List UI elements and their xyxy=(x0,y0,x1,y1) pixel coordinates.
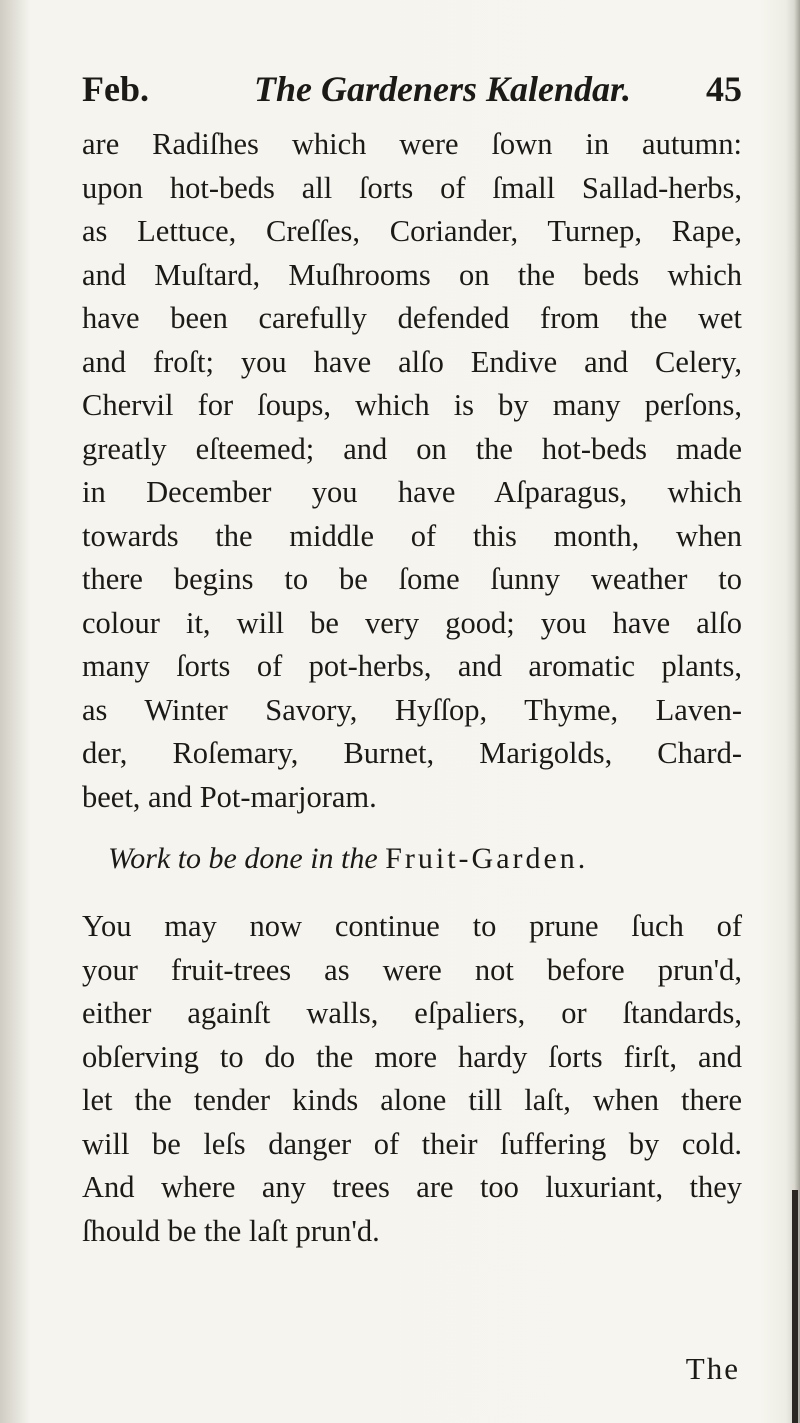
running-header xyxy=(82,68,742,118)
text-line: der, Roſemary, Burnet, Marigolds, Chard- xyxy=(82,736,742,770)
section-heading xyxy=(108,837,742,881)
paragraph-pruning xyxy=(82,905,742,1253)
text-line: towards the middle of this month, when xyxy=(82,518,742,553)
text-line: and Muſtard, Muſhrooms on the beds which xyxy=(82,257,742,292)
text-line: either againſt walls, eſpaliers, or ſtandards, xyxy=(82,996,742,1030)
text-line: will be leſs danger of their ſuffering by cold. xyxy=(82,1126,742,1161)
text-line: your fruit-trees as were not before prun'd, xyxy=(82,952,742,987)
text-line: are Radiſhes which were ſown in autumn: xyxy=(82,127,742,161)
text-line: as Winter Savory, Hyſſop, Thyme, Laven- xyxy=(82,692,742,727)
catchword: The xyxy=(685,1351,740,1386)
text-line: let the tender kinds alone till laſt, when there xyxy=(82,1083,742,1117)
text-line: obſerving to do the more hardy ſorts firſt, and xyxy=(82,1039,742,1074)
text-line: and froſt; you have alſo Endive and Celery, xyxy=(82,344,742,379)
text-line: You may now continue to prune ſuch of xyxy=(82,909,742,943)
text-line: Chervil for ſoups, which is by many perſons, xyxy=(82,388,742,422)
text-line: as Lettuce, Creſſes, Coriander, Turnep, Rape, xyxy=(82,214,742,248)
text-line: beet, and Pot-marjoram. xyxy=(82,779,377,814)
section-heading-italic: Work to be done in the xyxy=(108,842,378,875)
paragraph-vegetables xyxy=(82,123,742,819)
section-heading-caps: Fruit-Garden. xyxy=(385,842,589,875)
header-title: The Gardeners Kalendar. xyxy=(254,69,632,109)
text-line: ſhould be the laſt prun'd. xyxy=(82,1213,380,1248)
text-line: many ſorts of pot-herbs, and aromatic plants, xyxy=(82,649,742,683)
text-line: colour it, will be very good; you have alſo xyxy=(82,605,742,640)
text-line: have been carefully defended from the wet xyxy=(82,301,742,335)
text-line: upon hot-beds all ſorts of ſmall Sallad-herbs, xyxy=(82,170,742,205)
binding-edge xyxy=(792,1190,798,1423)
header-month: Feb. xyxy=(82,69,149,109)
text-line: in December you have Aſparagus, which xyxy=(82,475,742,509)
page-gutter-shadow xyxy=(0,0,30,1423)
text-line: greatly eſteemed; and on the hot-beds made xyxy=(82,431,742,466)
text-line: And where any trees are too luxuriant, they xyxy=(82,1170,742,1204)
text-line: there begins to be ſome ſunny weather to xyxy=(82,562,742,596)
page-number: 45 xyxy=(706,69,742,109)
